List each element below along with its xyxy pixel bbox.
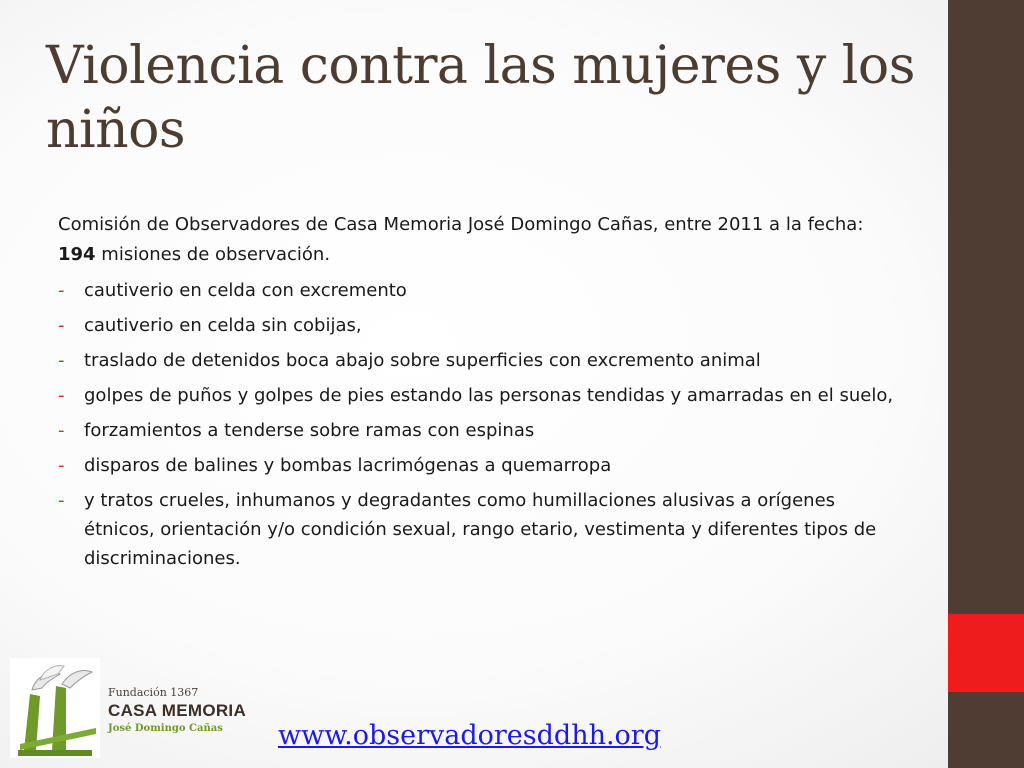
bullet-marker: - <box>58 315 65 336</box>
logo-foundation-label: Fundación 1367 <box>108 686 199 699</box>
logo-subtitle: José Domingo Cañas <box>108 723 223 734</box>
sidebar-accent-block <box>948 614 1024 692</box>
slide-title: Violencia contra las mujeres y los niños <box>46 36 915 160</box>
intro-text: Comisión de Observadores de Casa Memoria José Domingo Cañas, entre 2011 a la fecha: <box>58 214 864 235</box>
list-item <box>58 486 898 573</box>
list-item <box>58 451 898 480</box>
list-item <box>58 276 898 305</box>
intro-paragraph <box>58 210 898 270</box>
list-item <box>58 311 898 340</box>
logo-org-name: CASA MEMORIA <box>108 701 247 720</box>
bullet-marker: - <box>58 350 65 371</box>
bullet-text: cautiverio en celda sin cobijas, <box>84 315 362 336</box>
bullet-text: traslado de detenidos boca abajo sobre superficies con excremento animal <box>84 350 761 371</box>
bullet-marker: - <box>58 455 65 476</box>
bullet-list <box>58 276 898 573</box>
bullet-text: disparos de balines y bombas lacrimógenas a quemarropa <box>84 455 612 476</box>
intro-text-end: misiones de observación. <box>95 244 331 265</box>
missions-count: 194 <box>58 244 96 265</box>
website-link[interactable]: www.observadoresddhh.org <box>278 720 661 751</box>
slide-body <box>58 210 898 579</box>
list-item <box>58 416 898 445</box>
casa-memoria-logo-icon <box>10 658 100 758</box>
logo-text <box>108 686 278 736</box>
list-item <box>58 381 898 410</box>
bullet-marker: - <box>58 385 65 406</box>
bullet-marker: - <box>58 420 65 441</box>
bullet-text: forzamientos a tenderse sobre ramas con espinas <box>84 420 535 441</box>
list-item <box>58 346 898 375</box>
bullet-marker: - <box>58 490 65 511</box>
bullet-text: golpes de puños y golpes de pies estando las personas tendidas y amarradas en el suelo, <box>84 385 894 406</box>
bullet-marker: - <box>58 280 65 301</box>
bullet-text: cautiverio en celda con excremento <box>84 280 407 301</box>
bullet-text: y tratos crueles, inhumanos y degradantes como humillaciones alusivas a orígenes étnicos, orientación y/o condición sexual, rango etario, vestimenta y diferentes tipos de discriminaciones. <box>84 490 877 569</box>
